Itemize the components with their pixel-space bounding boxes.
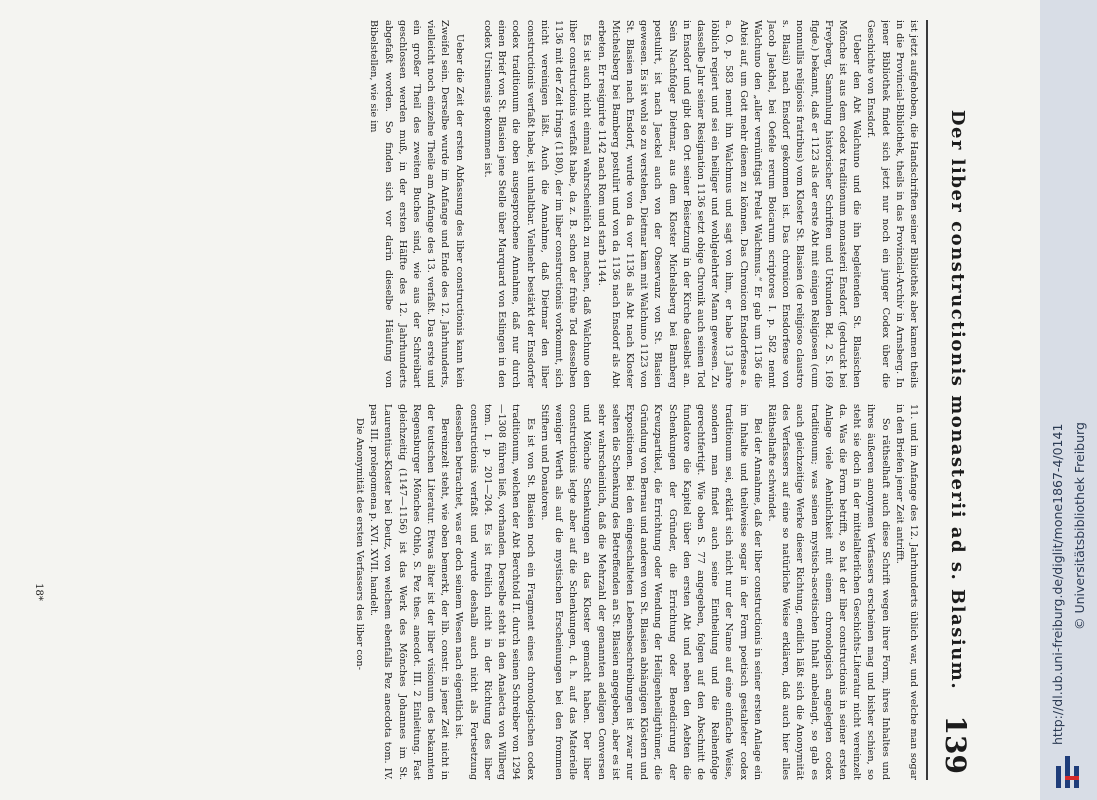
paragraph: ist jetzt aufgehoben, die Handschriften seiner Bibliothek aber kamen theils in die Provincial-Bibliothek, theils in das Provincial-Archiv in Arnsberg. In jener Bibliothek findet sich jetzt nur noch ein junger Codex über die Geschichte von Ensdorf. xyxy=(865,20,919,388)
sidebar-text xyxy=(1040,0,1097,800)
paragraph: Die Anonymität des ersten Verfassers des liber con- xyxy=(354,418,366,670)
running-title: Der liber constructionis monasterii ad s. Blasium. xyxy=(947,109,968,691)
permalink-url[interactable]: http://dl.ub.uni-freiburg.de/diglit/mone1867-4/0141 xyxy=(1050,423,1065,745)
copyright-notice: © Universitätsbibliothek Freiburg xyxy=(1072,422,1087,630)
paragraph: 11. und im Anfange des 12. Jahrhunderts üblich war, und welche man sogar in den Briefen jener Zeit antrifft. xyxy=(893,404,919,780)
paragraph: Ueber die Zeit der ersten Abfassung des liber constructionis kann kein Zweifel sein. Derselbe wurde im Anfange und Ende des 12. Jahrhunderts, vielleicht noch einzelne Theile am Anfange des 13. verfaßt. Das erste und ein großer Theil des zweiten Buches sind, wie aus der Schreibart geschlossen werden muß, in der ersten Hälfte des 12. Jahrhunderts abgefaßt worden. So finden sich vor darin dieselbe Häufung von Bibelstellen, wie sie im xyxy=(368,20,465,388)
paragraph: Bereinzelt steht, wie oben bemerkt, der lib. constr. in jener Zeit nicht in der teutschen Literatur. Etwas älter ist der liber visionum des bekannten Regensburger Mönches Othlo, S. Pez thes. anecdot. III. 2 Einleitung. Fast gleichzeitig (1147—1156) ist das Werk des Mönches Johannes im St. Laurentius-Kloster bei Deutz, von welchem ebenfalls Pez anecdota tom. IV. pars III. prolegomena p. XVI. XVII. handelt. xyxy=(368,404,451,780)
signature-mark: 18* xyxy=(33,583,44,601)
header-rule xyxy=(926,20,928,780)
paragraph: Es ist von St. Blasien noch ein Fragment eines chronologischen codex traditionum, welchen der Abt Berchtold II. durch seinen Schreiber von 1294—1308 führen ließ, vorhanden. Derselbe steht in den Analecta von Wilberg tom. I. p. 201—204. Es ist freilich nicht in der Richtung des liber constructionis verfaßt und wurde deshalb auch nicht als Fortsetzung desselben betrachtet, was er doch seinem Wesen nach eigentlich ist. xyxy=(453,404,536,780)
paragraph: Bei der Annahme, daß der liber constructionis in seiner ersten Anlage ein im Inhalte und theilweise sogar in der Form poetisch gestalteter codex traditionum sei, erklärt sich nicht nur der Name auf eine einfache Weise, sondern man findet auch seine Eintheilung und die Reihenfolge gerechtfertigt. Wie oben S. 77 angegeben, folgen auf den Abschnitt de fundatore die Kapitel über den ersten Abt und neben den Aebten die Schenkungen der Gründer, die Errichtung oder Benedicirung der Kreuzpartikel, die Errichtung oder Wendung der Heiligenheiligthümer, die Gründung von Bernau und anderen von St. Blasien abhängigen Klöstern und Expositionen. Bei den eingeschalteten Lebensbeschreibungen ist zwar nur selten die Schenkung des Betreffenden an St. Blasien angegeben, aber es ist sehr wahrscheinlich, daß die Mehrzahl der genannten adeligen Conversen und Mönche Schenkungen an das Kloster gemacht haben. Der liber constructionis legte aber auf die Schenkungen, d. h. auf das Materielle weniger Werth als auf die mystischen Erscheinungen bei den frommen Stiftern und Donatoren. xyxy=(538,404,763,780)
viewer-sidebar xyxy=(1040,0,1097,800)
library-logo-icon xyxy=(1054,752,1084,792)
left-column xyxy=(20,20,920,388)
paragraph: So räthselhaft auch diese Schrift wegen ihrer Form, ihres Inhaltes und ihres äußeren anonymen Verfassers erscheinen mag und bisher schien, so steht sie doch in der mittelalterlichen Geschichts-Literatur nicht vereinzelt da. Was die Form betrifft, so hat der liber constructionis in seiner ersten Anlage viele Aehnlichkeit mit einem chronologisch angelegten codex traditionum; was seinen mystisch-ascetischen Inhalt anbelangt, so gab es auch gleichzeitige Werke dieser Richtung, endlich läßt sich die Anonymität des Verfassers auf eine so natürliche Weise erklären, daß auch hier alles Räthselhafte schwindet. xyxy=(765,404,891,780)
paragraph: Ueber den Abt Walchuno und die ihn begleitenden St. Blasischen Mönche ist aus dem codex traditionum monasterii Ensdorf. (gedruckt bei Freyberg, Sammlung historischer Schriften und Urkunden Bd. 2 S. 169 flgde.) bekannt, daß er 1123 als der erste Abt mit einigen Religiosen (cum nonnullis religiosis fratribus) vom Kloster St. Blasien (de religioso claustro s. Blasii) nach Ensdorf gekommen ist. Das chronicon Ensdorfense von Jacob Jaekhel, bei Oefele rerum Boicarum scriptores I. p. 582 nennt Walchuno den „aller vernünftigst Prelat Walchmus.“ Er gab um 1136 die Abtei auf, um Gott mehr dienen zu können. Das Chronicon Ensdorfense a. a. O. p. 583 nennt ihn Walchmus und sagt von ihm, er habe 13 Jahre löblich regiert und sei ein heiliger und wohlgelehrter Mann gewesen. Zu dasselbe Jahr seiner Resignation 1136 setzt obige Chronik auch seinen Tod in Ensdorf und gibt den Ort seiner Beisetzung in der Kirche daselbst an. Sein Nachfolger Dietmar, aus dem Kloster Michelsberg bei Bamberg postulirt, ist nach Jaeckel auch von der Observanz von St. Blasien gewesen. Es ist wohl so zu verstehen, Dietmar kam mit Walchuno 1123 von St. Blasien nach Ensdorf, wurde von da vor 1136 als Abt nach Kloster Michelsberg bei Bamberg postulirt und von da 1136 nach Ensdorf als Abt erbeten. Er resignirte 1142 nach Rom und starb 1144. xyxy=(595,20,863,388)
running-head xyxy=(930,20,972,780)
right-column xyxy=(20,404,920,780)
paragraph-gap xyxy=(466,20,480,388)
page-number: 139 xyxy=(939,715,972,774)
paragraph: Es ist auch nicht einmal wahrscheinlich zu machen, daß Walchuno den liber constructionis verfaßt habe, da z. B. schon der frühe Tod desselben 1136 mit der Zeit Irings (1180), der im liber constructionis vorkommt, sich nicht vereinigen läßt. Auch die Annahme, daß Dietmar den liber constructionis verfaßt habe, ist unhaltbar. Vielmehr bestärkt der Ensdorfer codex traditionum die oben ausgesprochene Annahme, daß nur durch einen Brief von St. Blasien jene Stelle über Marquard von Eslingen in den codex Ursinensis gekommen ist. xyxy=(481,20,593,388)
